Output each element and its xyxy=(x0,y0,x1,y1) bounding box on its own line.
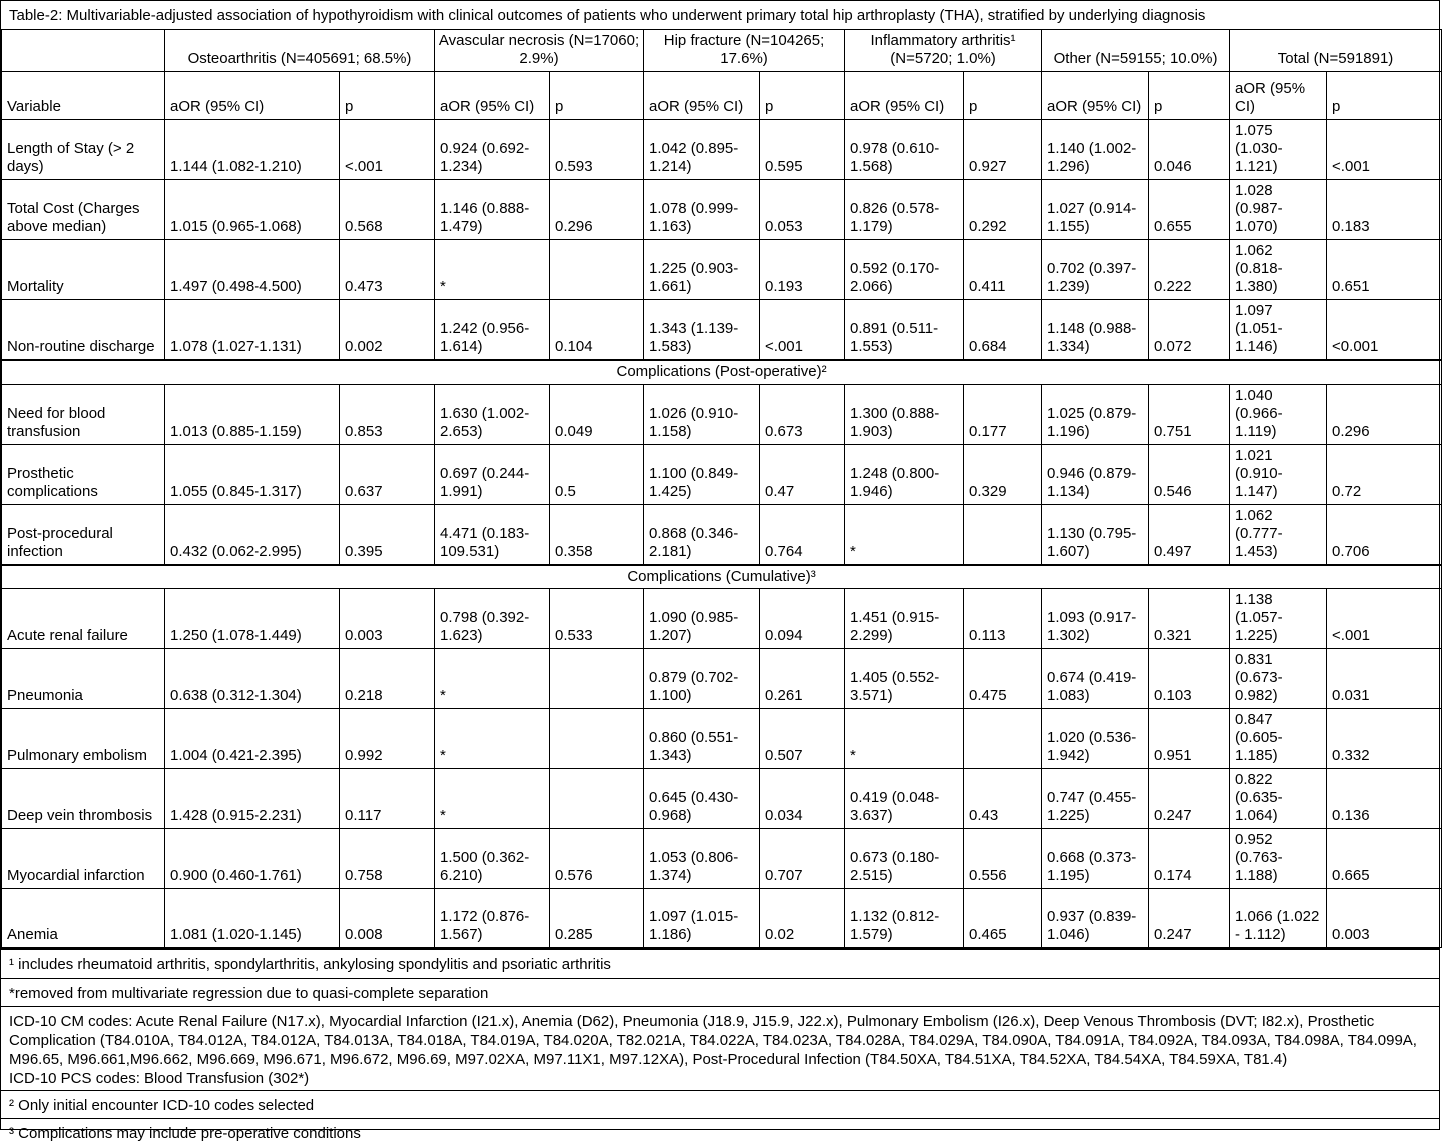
p-value-cell xyxy=(964,709,1042,769)
aor-cell: 0.952 (0.763-1.188) xyxy=(1230,829,1327,889)
footnote-2: ² Only initial encounter ICD-10 codes selected xyxy=(1,1090,1439,1118)
p-header: p xyxy=(760,72,845,120)
aor-cell: 1.020 (0.536-1.942) xyxy=(1042,709,1149,769)
aor-cell: 4.471 (0.183-109.531) xyxy=(435,504,550,565)
p-value-cell: 0.117 xyxy=(340,769,435,829)
variable-cell: Acute renal failure xyxy=(2,589,165,649)
p-value-cell: 0.507 xyxy=(760,709,845,769)
p-value-cell: 0.992 xyxy=(340,709,435,769)
p-value-cell: 0.751 xyxy=(1149,384,1230,444)
aor-cell: 0.937 (0.839-1.046) xyxy=(1042,889,1149,948)
p-value-cell: 0.655 xyxy=(1149,180,1230,240)
p-value-cell: 0.136 xyxy=(1327,769,1442,829)
aor-cell: 1.300 (0.888-1.903) xyxy=(845,384,964,444)
aor-cell: 1.015 (0.965-1.068) xyxy=(165,180,340,240)
variable-cell: Mortality xyxy=(2,240,165,300)
aor-cell: 0.879 (0.702-1.100) xyxy=(644,649,760,709)
p-value-cell: 0.47 xyxy=(760,444,845,504)
column-header-row xyxy=(2,72,1442,120)
p-value-cell: <.001 xyxy=(1327,589,1442,649)
icd-cm-codes: ICD-10 CM codes: Acute Renal Failure (N17.x), Myocardial Infarction (I21.x), Anemia (D62), Pneumonia (J18.9, J15.9, J22.x), Pulmonary Embolism (I26.x), Deep Venous Thrombosis (DVT; I82.x), Prosthetic Complication (T84.010A, T84.012A, T84.012A, T84.013A, T84.018A, T84.019A, T84.020A, T82.021A, T84.022A, T84.023A, T84.028A, T84.029A, T84.090A, T84.091A, T84.092A, T84.093A, T84.098A, T84.099A, M96.65, M96.661,M96.662, M96.669, M96.671, M96.672, M96.69, M97.02XA, M97.11X1, M97.12XA), Post-Procedural Infection (T84.50XA, T84.51XA, T84.52XA, T84.54XA, T84.59XA, T81.4) xyxy=(9,1013,1417,1068)
aor-cell: 0.891 (0.511-1.553) xyxy=(845,300,964,361)
aor-cell: 0.645 (0.430-0.968) xyxy=(644,769,760,829)
aor-cell: 1.028 (0.987-1.070) xyxy=(1230,180,1327,240)
aor-cell: 1.140 (1.002-1.296) xyxy=(1042,120,1149,180)
table-row xyxy=(2,589,1442,649)
p-value-cell xyxy=(550,709,644,769)
p-value-cell xyxy=(550,240,644,300)
aor-cell: 1.146 (0.888-1.479) xyxy=(435,180,550,240)
table-row xyxy=(2,120,1442,180)
footnote-asterisk: *removed from multivariate regression due to quasi-complete separation xyxy=(1,978,1439,1006)
aor-cell: * xyxy=(435,240,550,300)
p-value-cell: 0.002 xyxy=(340,300,435,361)
p-header: p xyxy=(1327,72,1442,120)
p-value-cell: 0.684 xyxy=(964,300,1042,361)
p-value-cell: 0.177 xyxy=(964,384,1042,444)
aor-cell: 1.075 (1.030-1.121) xyxy=(1230,120,1327,180)
aor-cell: * xyxy=(435,769,550,829)
aor-header: aOR (95% CI) xyxy=(165,72,340,120)
table-row xyxy=(2,769,1442,829)
footnote-3: ³ Complications may include pre-operative conditions xyxy=(1,1118,1439,1142)
aor-cell: 0.868 (0.346-2.181) xyxy=(644,504,760,565)
aor-cell: 1.630 (1.002-2.653) xyxy=(435,384,550,444)
aor-cell: 1.343 (1.139-1.583) xyxy=(644,300,760,361)
aor-cell: 0.798 (0.392-1.623) xyxy=(435,589,550,649)
variable-cell: Deep vein thrombosis xyxy=(2,769,165,829)
p-value-cell: 0.411 xyxy=(964,240,1042,300)
table-body xyxy=(2,120,1442,948)
variable-cell: Non-routine discharge xyxy=(2,300,165,361)
p-value-cell: 0.637 xyxy=(340,444,435,504)
p-value-cell: 0.034 xyxy=(760,769,845,829)
p-value-cell: 0.497 xyxy=(1149,504,1230,565)
aor-cell: 0.900 (0.460-1.761) xyxy=(165,829,340,889)
table-row xyxy=(2,384,1442,444)
group-header-total: Total (N=591891) xyxy=(1230,30,1442,72)
table-row xyxy=(2,504,1442,565)
aor-cell: 1.250 (1.078-1.449) xyxy=(165,589,340,649)
p-value-cell: 0.174 xyxy=(1149,829,1230,889)
variable-cell: Anemia xyxy=(2,889,165,948)
aor-cell: 0.822 (0.635-1.064) xyxy=(1230,769,1327,829)
p-value-cell: 0.568 xyxy=(340,180,435,240)
aor-cell: 0.419 (0.048-3.637) xyxy=(845,769,964,829)
aor-cell: 0.831 (0.673-0.982) xyxy=(1230,649,1327,709)
p-value-cell: 0.927 xyxy=(964,120,1042,180)
aor-cell: 1.027 (0.914-1.155) xyxy=(1042,180,1149,240)
aor-cell: 1.021 (0.910-1.147) xyxy=(1230,444,1327,504)
aor-cell: 1.013 (0.885-1.159) xyxy=(165,384,340,444)
table-row xyxy=(2,829,1442,889)
p-value-cell: 0.707 xyxy=(760,829,845,889)
variable-cell: Myocardial infarction xyxy=(2,829,165,889)
p-value-cell: 0.008 xyxy=(340,889,435,948)
section-label: Complications (Post-operative)² xyxy=(2,360,1442,384)
p-value-cell: 0.332 xyxy=(1327,709,1442,769)
p-value-cell: 0.329 xyxy=(964,444,1042,504)
group-header-avascular-necrosis: Avascular necrosis (N=17060; 2.9%) xyxy=(435,30,644,72)
aor-cell: 0.924 (0.692-1.234) xyxy=(435,120,550,180)
variable-cell: Pulmonary embolism xyxy=(2,709,165,769)
p-value-cell: 0.395 xyxy=(340,504,435,565)
table-row xyxy=(2,180,1442,240)
p-value-cell: 0.556 xyxy=(964,829,1042,889)
aor-header: aOR (95% CI) xyxy=(435,72,550,120)
variable-cell: Pneumonia xyxy=(2,649,165,709)
p-value-cell: 0.665 xyxy=(1327,829,1442,889)
p-value-cell: 0.049 xyxy=(550,384,644,444)
aor-cell: 1.242 (0.956-1.614) xyxy=(435,300,550,361)
aor-cell: 1.026 (0.910-1.158) xyxy=(644,384,760,444)
p-value-cell: <.001 xyxy=(760,300,845,361)
p-value-cell xyxy=(550,769,644,829)
group-header-other: Other (N=59155; 10.0%) xyxy=(1042,30,1230,72)
variable-cell: Post-procedural infection xyxy=(2,504,165,565)
aor-cell: 1.248 (0.800-1.946) xyxy=(845,444,964,504)
p-value-cell: 0.104 xyxy=(550,300,644,361)
variable-cell: Length of Stay (> 2 days) xyxy=(2,120,165,180)
table-title: Table-2: Multivariable-adjusted association of hypothyroidism with clinical outcomes of patients who underwent primary total hip arthroplasty (THA), stratified by underlying diagnosis xyxy=(9,7,1206,24)
aor-cell: 0.673 (0.180-2.515) xyxy=(845,829,964,889)
aor-cell: 0.826 (0.578-1.179) xyxy=(845,180,964,240)
icd-pcs-codes: ICD-10 PCS codes: Blood Transfusion (302*) xyxy=(9,1070,310,1087)
aor-cell: 0.747 (0.455-1.225) xyxy=(1042,769,1149,829)
aor-cell: 0.946 (0.879-1.134) xyxy=(1042,444,1149,504)
p-value-cell: 0.218 xyxy=(340,649,435,709)
aor-cell: 0.432 (0.062-2.995) xyxy=(165,504,340,565)
group-header-row xyxy=(2,30,1442,72)
p-value-cell: 0.321 xyxy=(1149,589,1230,649)
aor-header: aOR (95% CI) xyxy=(1042,72,1149,120)
aor-cell: 0.702 (0.397-1.239) xyxy=(1042,240,1149,300)
aor-cell: 1.225 (0.903-1.661) xyxy=(644,240,760,300)
p-value-cell: 0.673 xyxy=(760,384,845,444)
variable-cell: Need for blood transfusion xyxy=(2,384,165,444)
p-value-cell: <.001 xyxy=(1327,120,1442,180)
p-value-cell: 0.094 xyxy=(760,589,845,649)
p-value-cell: 0.296 xyxy=(1327,384,1442,444)
p-header: p xyxy=(1149,72,1230,120)
p-value-cell: 0.053 xyxy=(760,180,845,240)
p-value-cell: 0.5 xyxy=(550,444,644,504)
aor-cell: 1.500 (0.362-6.210) xyxy=(435,829,550,889)
p-value-cell: 0.43 xyxy=(964,769,1042,829)
footnote-icd-codes xyxy=(1,1006,1439,1090)
aor-cell: 1.062 (0.777-1.453) xyxy=(1230,504,1327,565)
aor-header: aOR (95% CI) xyxy=(1230,72,1327,120)
aor-cell: 1.055 (0.845-1.317) xyxy=(165,444,340,504)
p-value-cell: 0.247 xyxy=(1149,769,1230,829)
variable-header: Variable xyxy=(2,72,165,120)
p-value-cell: 0.465 xyxy=(964,889,1042,948)
p-value-cell: 0.758 xyxy=(340,829,435,889)
p-value-cell: 0.292 xyxy=(964,180,1042,240)
variable-cell: Prosthetic complications xyxy=(2,444,165,504)
p-value-cell: 0.193 xyxy=(760,240,845,300)
aor-cell: * xyxy=(845,709,964,769)
p-value-cell: 0.031 xyxy=(1327,649,1442,709)
corner-empty-cell xyxy=(2,30,165,72)
aor-cell: 1.078 (0.999-1.163) xyxy=(644,180,760,240)
aor-cell: 1.090 (0.985-1.207) xyxy=(644,589,760,649)
aor-cell: 1.138 (1.057-1.225) xyxy=(1230,589,1327,649)
p-value-cell xyxy=(964,504,1042,565)
p-value-cell: 0.261 xyxy=(760,649,845,709)
p-value-cell: 0.103 xyxy=(1149,649,1230,709)
p-value-cell: 0.706 xyxy=(1327,504,1442,565)
p-header: p xyxy=(964,72,1042,120)
p-value-cell: 0.285 xyxy=(550,889,644,948)
table-row xyxy=(2,709,1442,769)
aor-cell: 1.132 (0.812-1.579) xyxy=(845,889,964,948)
aor-header: aOR (95% CI) xyxy=(644,72,760,120)
p-value-cell: 0.046 xyxy=(1149,120,1230,180)
p-header: p xyxy=(550,72,644,120)
p-value-cell: 0.247 xyxy=(1149,889,1230,948)
aor-cell: 1.042 (0.895-1.214) xyxy=(644,120,760,180)
aor-cell: 1.040 (0.966-1.119) xyxy=(1230,384,1327,444)
p-value-cell: 0.003 xyxy=(1327,889,1442,948)
table-row xyxy=(2,240,1442,300)
aor-cell: 0.638 (0.312-1.304) xyxy=(165,649,340,709)
table-row xyxy=(2,444,1442,504)
p-value-cell: 0.473 xyxy=(340,240,435,300)
aor-cell: 1.451 (0.915-2.299) xyxy=(845,589,964,649)
p-value-cell xyxy=(550,649,644,709)
section-row xyxy=(2,565,1442,589)
aor-cell: 0.847 (0.605-1.185) xyxy=(1230,709,1327,769)
aor-cell: 1.172 (0.876-1.567) xyxy=(435,889,550,948)
aor-cell: 1.405 (0.552-3.571) xyxy=(845,649,964,709)
aor-cell: 1.081 (1.020-1.145) xyxy=(165,889,340,948)
aor-cell: 0.978 (0.610-1.568) xyxy=(845,120,964,180)
aor-cell: 1.062 (0.818-1.380) xyxy=(1230,240,1327,300)
p-value-cell: 0.533 xyxy=(550,589,644,649)
aor-cell: 1.004 (0.421-2.395) xyxy=(165,709,340,769)
aor-cell: 1.093 (0.917-1.302) xyxy=(1042,589,1149,649)
p-value-cell: 0.764 xyxy=(760,504,845,565)
table-row xyxy=(2,300,1442,361)
p-value-cell: 0.072 xyxy=(1149,300,1230,361)
p-value-cell: 0.576 xyxy=(550,829,644,889)
p-value-cell: 0.72 xyxy=(1327,444,1442,504)
group-header-hip-fracture: Hip fracture (N=104265; 17.6%) xyxy=(644,30,845,72)
aor-header: aOR (95% CI) xyxy=(845,72,964,120)
p-value-cell: 0.593 xyxy=(550,120,644,180)
table-row xyxy=(2,649,1442,709)
p-value-cell: <0.001 xyxy=(1327,300,1442,361)
results-table xyxy=(1,29,1442,948)
aor-cell: 1.130 (0.795-1.607) xyxy=(1042,504,1149,565)
section-label: Complications (Cumulative)³ xyxy=(2,565,1442,589)
section-row xyxy=(2,360,1442,384)
aor-cell: * xyxy=(845,504,964,565)
aor-cell: 0.860 (0.551-1.343) xyxy=(644,709,760,769)
aor-cell: * xyxy=(435,649,550,709)
footnote-1: ¹ includes rheumatoid arthritis, spondylarthritis, ankylosing spondylitis and psoriatic arthritis xyxy=(1,948,1439,978)
p-value-cell: 0.222 xyxy=(1149,240,1230,300)
p-value-cell: 0.296 xyxy=(550,180,644,240)
group-header-osteoarthritis: Osteoarthritis (N=405691; 68.5%) xyxy=(165,30,435,72)
p-value-cell: 0.02 xyxy=(760,889,845,948)
p-value-cell: 0.595 xyxy=(760,120,845,180)
aor-cell: 1.066 (1.022 - 1.112) xyxy=(1230,889,1327,948)
aor-cell: 1.100 (0.849-1.425) xyxy=(644,444,760,504)
p-value-cell: 0.951 xyxy=(1149,709,1230,769)
p-value-cell: 0.113 xyxy=(964,589,1042,649)
aor-cell: 1.078 (1.027-1.131) xyxy=(165,300,340,361)
p-value-cell: 0.183 xyxy=(1327,180,1442,240)
aor-cell: 1.053 (0.806-1.374) xyxy=(644,829,760,889)
aor-cell: 0.668 (0.373-1.195) xyxy=(1042,829,1149,889)
p-value-cell: 0.475 xyxy=(964,649,1042,709)
table-row xyxy=(2,889,1442,948)
aor-cell: 1.497 (0.498-4.500) xyxy=(165,240,340,300)
aor-cell: 1.428 (0.915-2.231) xyxy=(165,769,340,829)
aor-cell: 1.097 (1.015-1.186) xyxy=(644,889,760,948)
aor-cell: 1.025 (0.879-1.196) xyxy=(1042,384,1149,444)
aor-cell: 0.592 (0.170-2.066) xyxy=(845,240,964,300)
p-header: p xyxy=(340,72,435,120)
variable-cell: Total Cost (Charges above median) xyxy=(2,180,165,240)
p-value-cell: 0.003 xyxy=(340,589,435,649)
p-value-cell: 0.546 xyxy=(1149,444,1230,504)
p-value-cell: <.001 xyxy=(340,120,435,180)
p-value-cell: 0.651 xyxy=(1327,240,1442,300)
p-value-cell: 0.358 xyxy=(550,504,644,565)
aor-cell: 0.697 (0.244-1.991) xyxy=(435,444,550,504)
aor-cell: 0.674 (0.419-1.083) xyxy=(1042,649,1149,709)
aor-cell: 1.144 (1.082-1.210) xyxy=(165,120,340,180)
aor-cell: 1.148 (0.988-1.334) xyxy=(1042,300,1149,361)
p-value-cell: 0.853 xyxy=(340,384,435,444)
aor-cell: 1.097 (1.051-1.146) xyxy=(1230,300,1327,361)
aor-cell: * xyxy=(435,709,550,769)
group-header-inflammatory-arthritis: Inflammatory arthritis¹ (N=5720; 1.0%) xyxy=(845,30,1042,72)
